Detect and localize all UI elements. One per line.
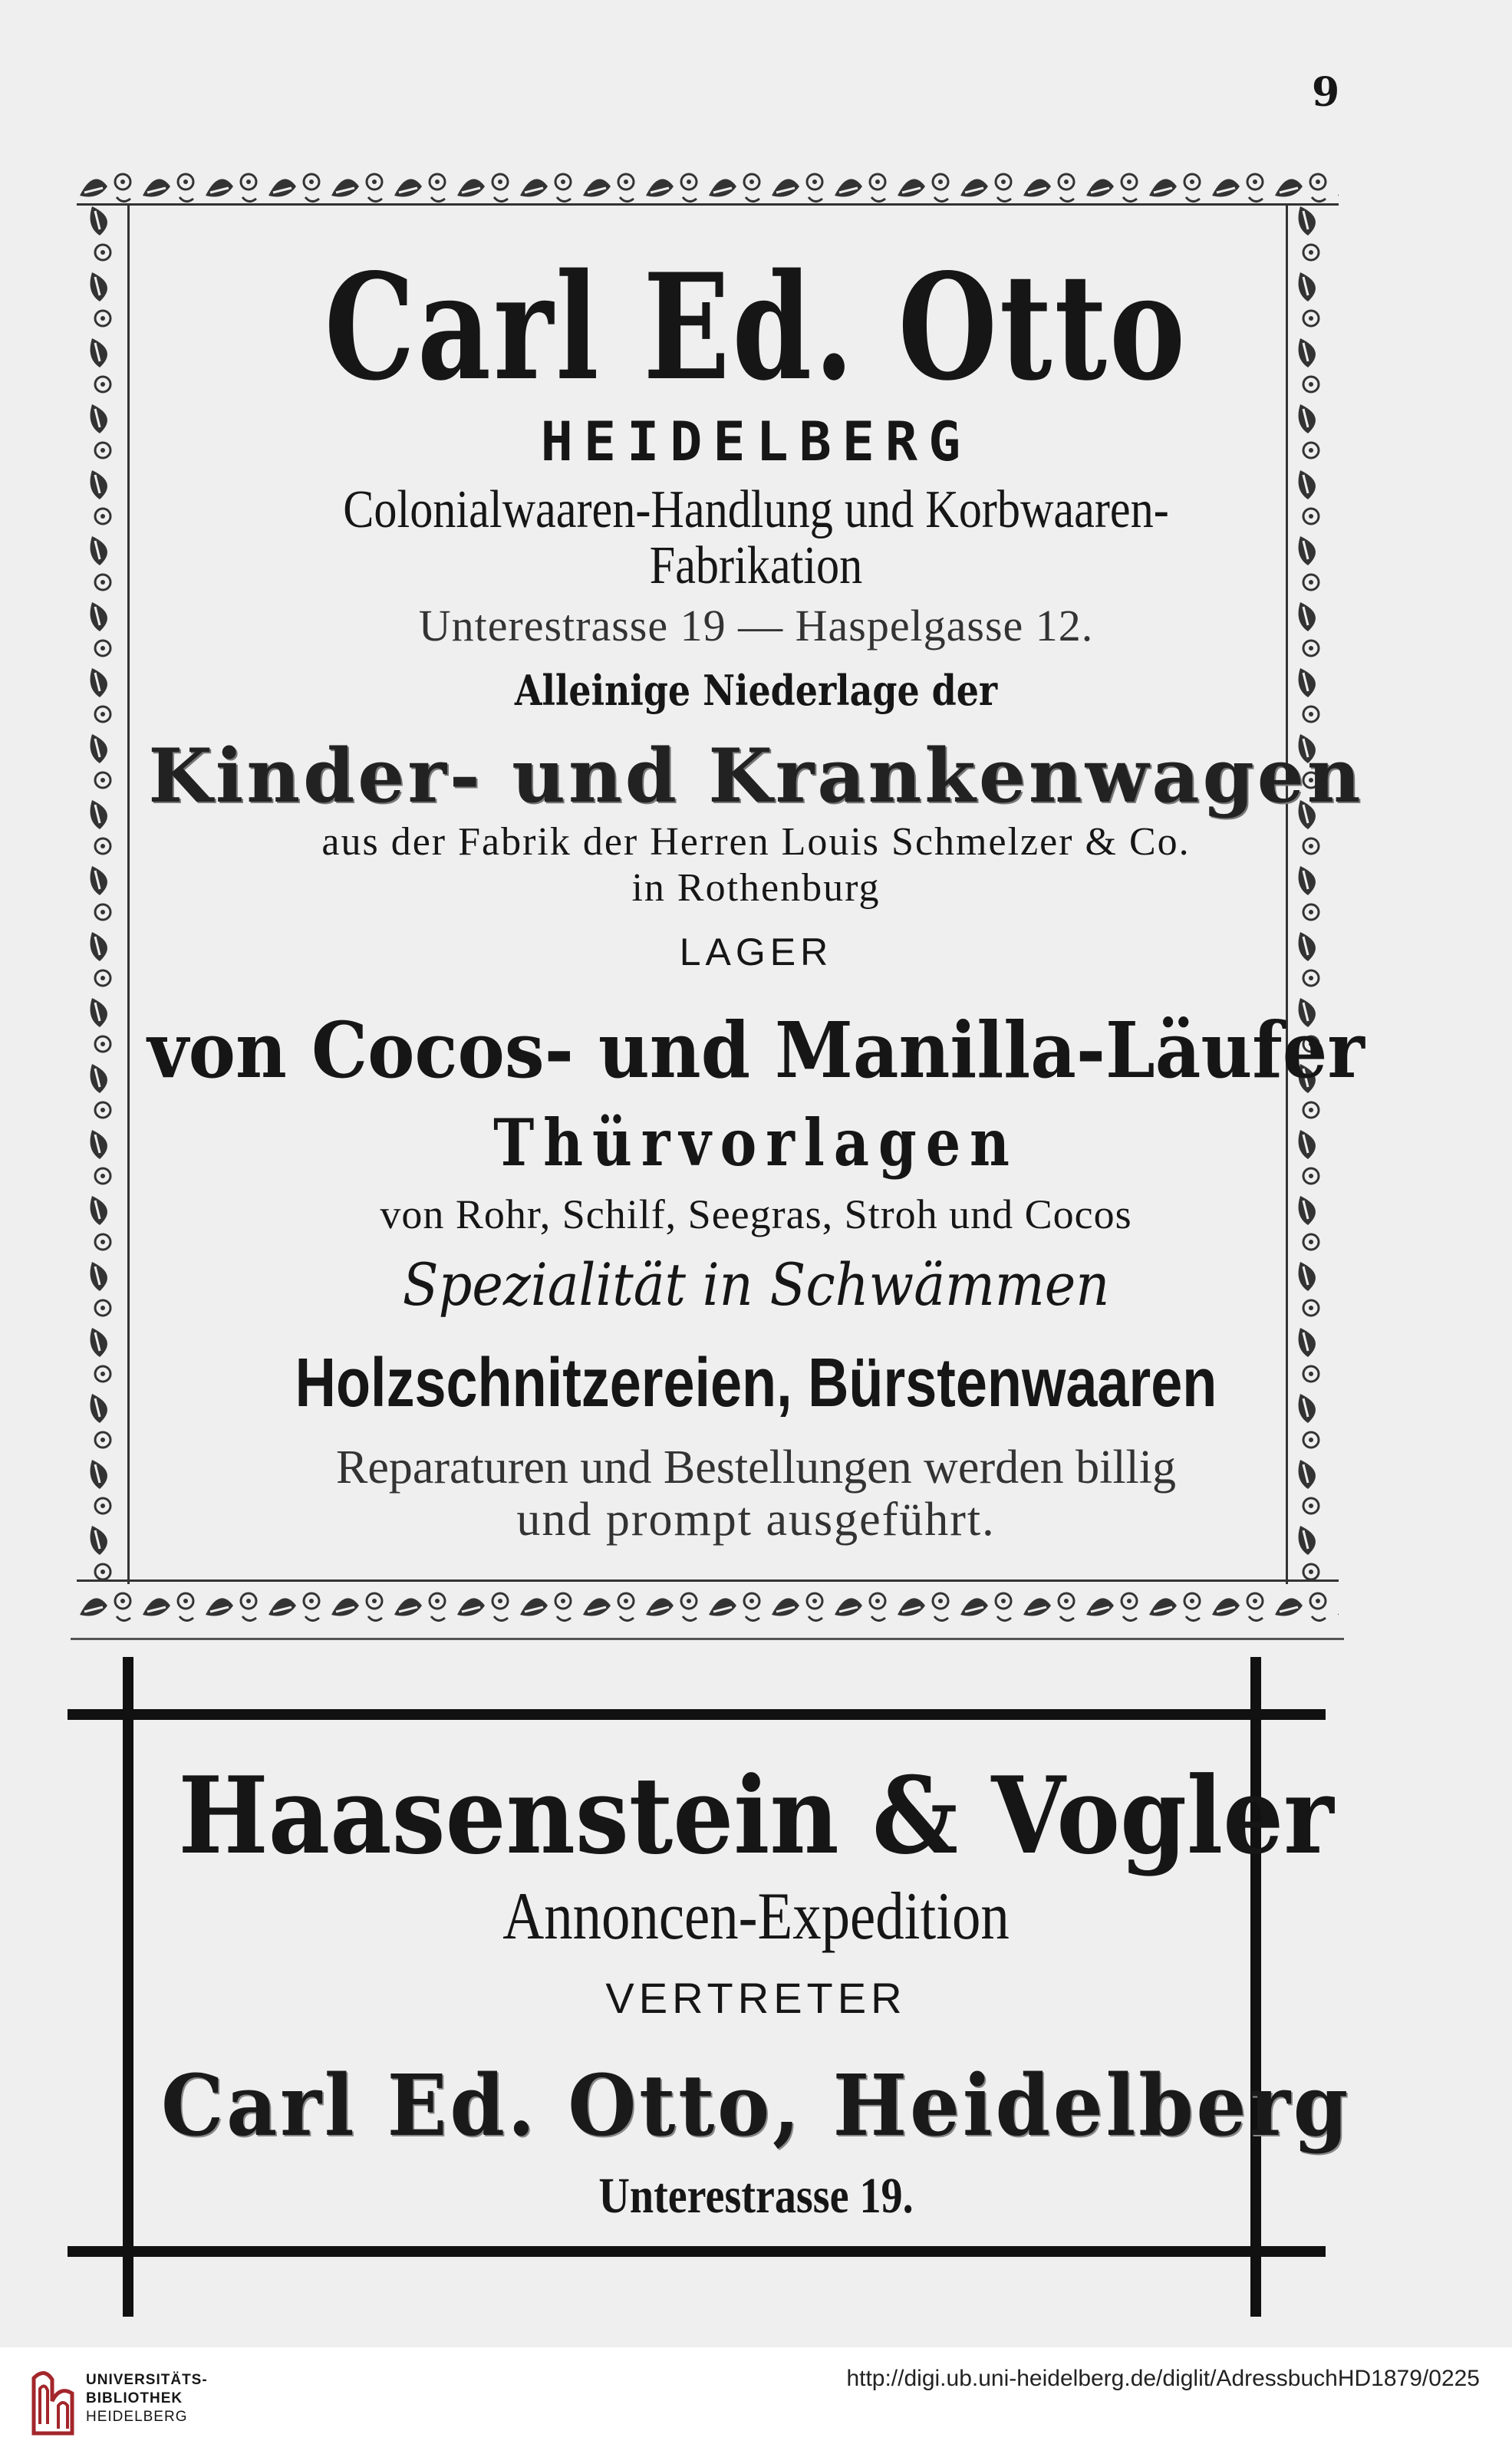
ad2-vertreter: VERTRETER: [605, 1974, 907, 2022]
ad1-city: HEIDELBERG: [540, 410, 972, 473]
ad1-spezialitaet: Spezialität in Schwämmen: [402, 1250, 1110, 1319]
ad1-rothenburg: in Rothenburg: [631, 866, 881, 910]
ad2-rule-top: [68, 1709, 1326, 1720]
source-url-link[interactable]: http://digi.ub.uni-heidelberg.de/diglit/AdressbuchHD1879/0225: [846, 2366, 1480, 2391]
ad2-rule-bottom: [68, 2246, 1326, 2257]
logo-text-line-3: HEIDELBERG: [86, 2409, 188, 2425]
logo-text-line-1: UNIVERSITÄTS-: [86, 2372, 208, 2388]
ad1-niederlage: Alleinige Niederlage der: [514, 666, 998, 715]
separator-rule: [71, 1638, 1344, 1640]
ad1-business-line-1: Colonialwaaren-Handlung und Korbwaaren-: [343, 480, 1169, 539]
ad1-company-name: Carl Ed. Otto: [324, 242, 1188, 413]
ad1-wagen-heading: Kinder- und Krankenwagen: [148, 733, 1364, 819]
ad2-service: Annoncen-Expedition: [502, 1879, 1010, 1954]
ad2-company-name: Haasenstein & Vogler: [178, 1753, 1334, 1878]
university-library-logo-icon: [29, 2363, 77, 2439]
ad1-holz-heading: Holzschnitzereien, Bürstenwaaren: [295, 1345, 1217, 1421]
ad1-laeufer-heading: von Cocos- und Manilla-Läufer: [147, 1005, 1365, 1095]
ad1-fabrik: aus der Fabrik der Herren Louis Schmelzer & Co.: [321, 820, 1191, 864]
ornament-border-top: [77, 157, 1339, 211]
ad2-representative: Carl Ed. Otto, Heidelberg: [160, 2056, 1352, 2155]
ad1-reparaturen-line-1: Reparaturen und Bestellungen werden billig: [335, 1441, 1177, 1494]
logo-text-line-2: BIBLIOTHEK: [86, 2390, 183, 2406]
footer-bar: [0, 2347, 1512, 2454]
ad1-thuervorlagen: Thürvorlagen: [493, 1105, 1019, 1181]
page-number: 9: [1312, 69, 1340, 116]
ad1-lager: LAGER: [679, 931, 833, 973]
ad1-materials: von Rohr, Schilf, Seegras, Stroh und Cocos: [380, 1191, 1132, 1237]
ad1-reparaturen-line-2: und prompt ausgeführt.: [516, 1494, 996, 1546]
ad1-address: Unterestrasse 19 — Haspelgasse 12.: [418, 601, 1094, 651]
ornament-border-bottom: [77, 1576, 1339, 1630]
ad2-address: Unterestrasse 19.: [598, 2168, 914, 2224]
ad1-business-line-2: Fabrikation: [649, 536, 863, 595]
